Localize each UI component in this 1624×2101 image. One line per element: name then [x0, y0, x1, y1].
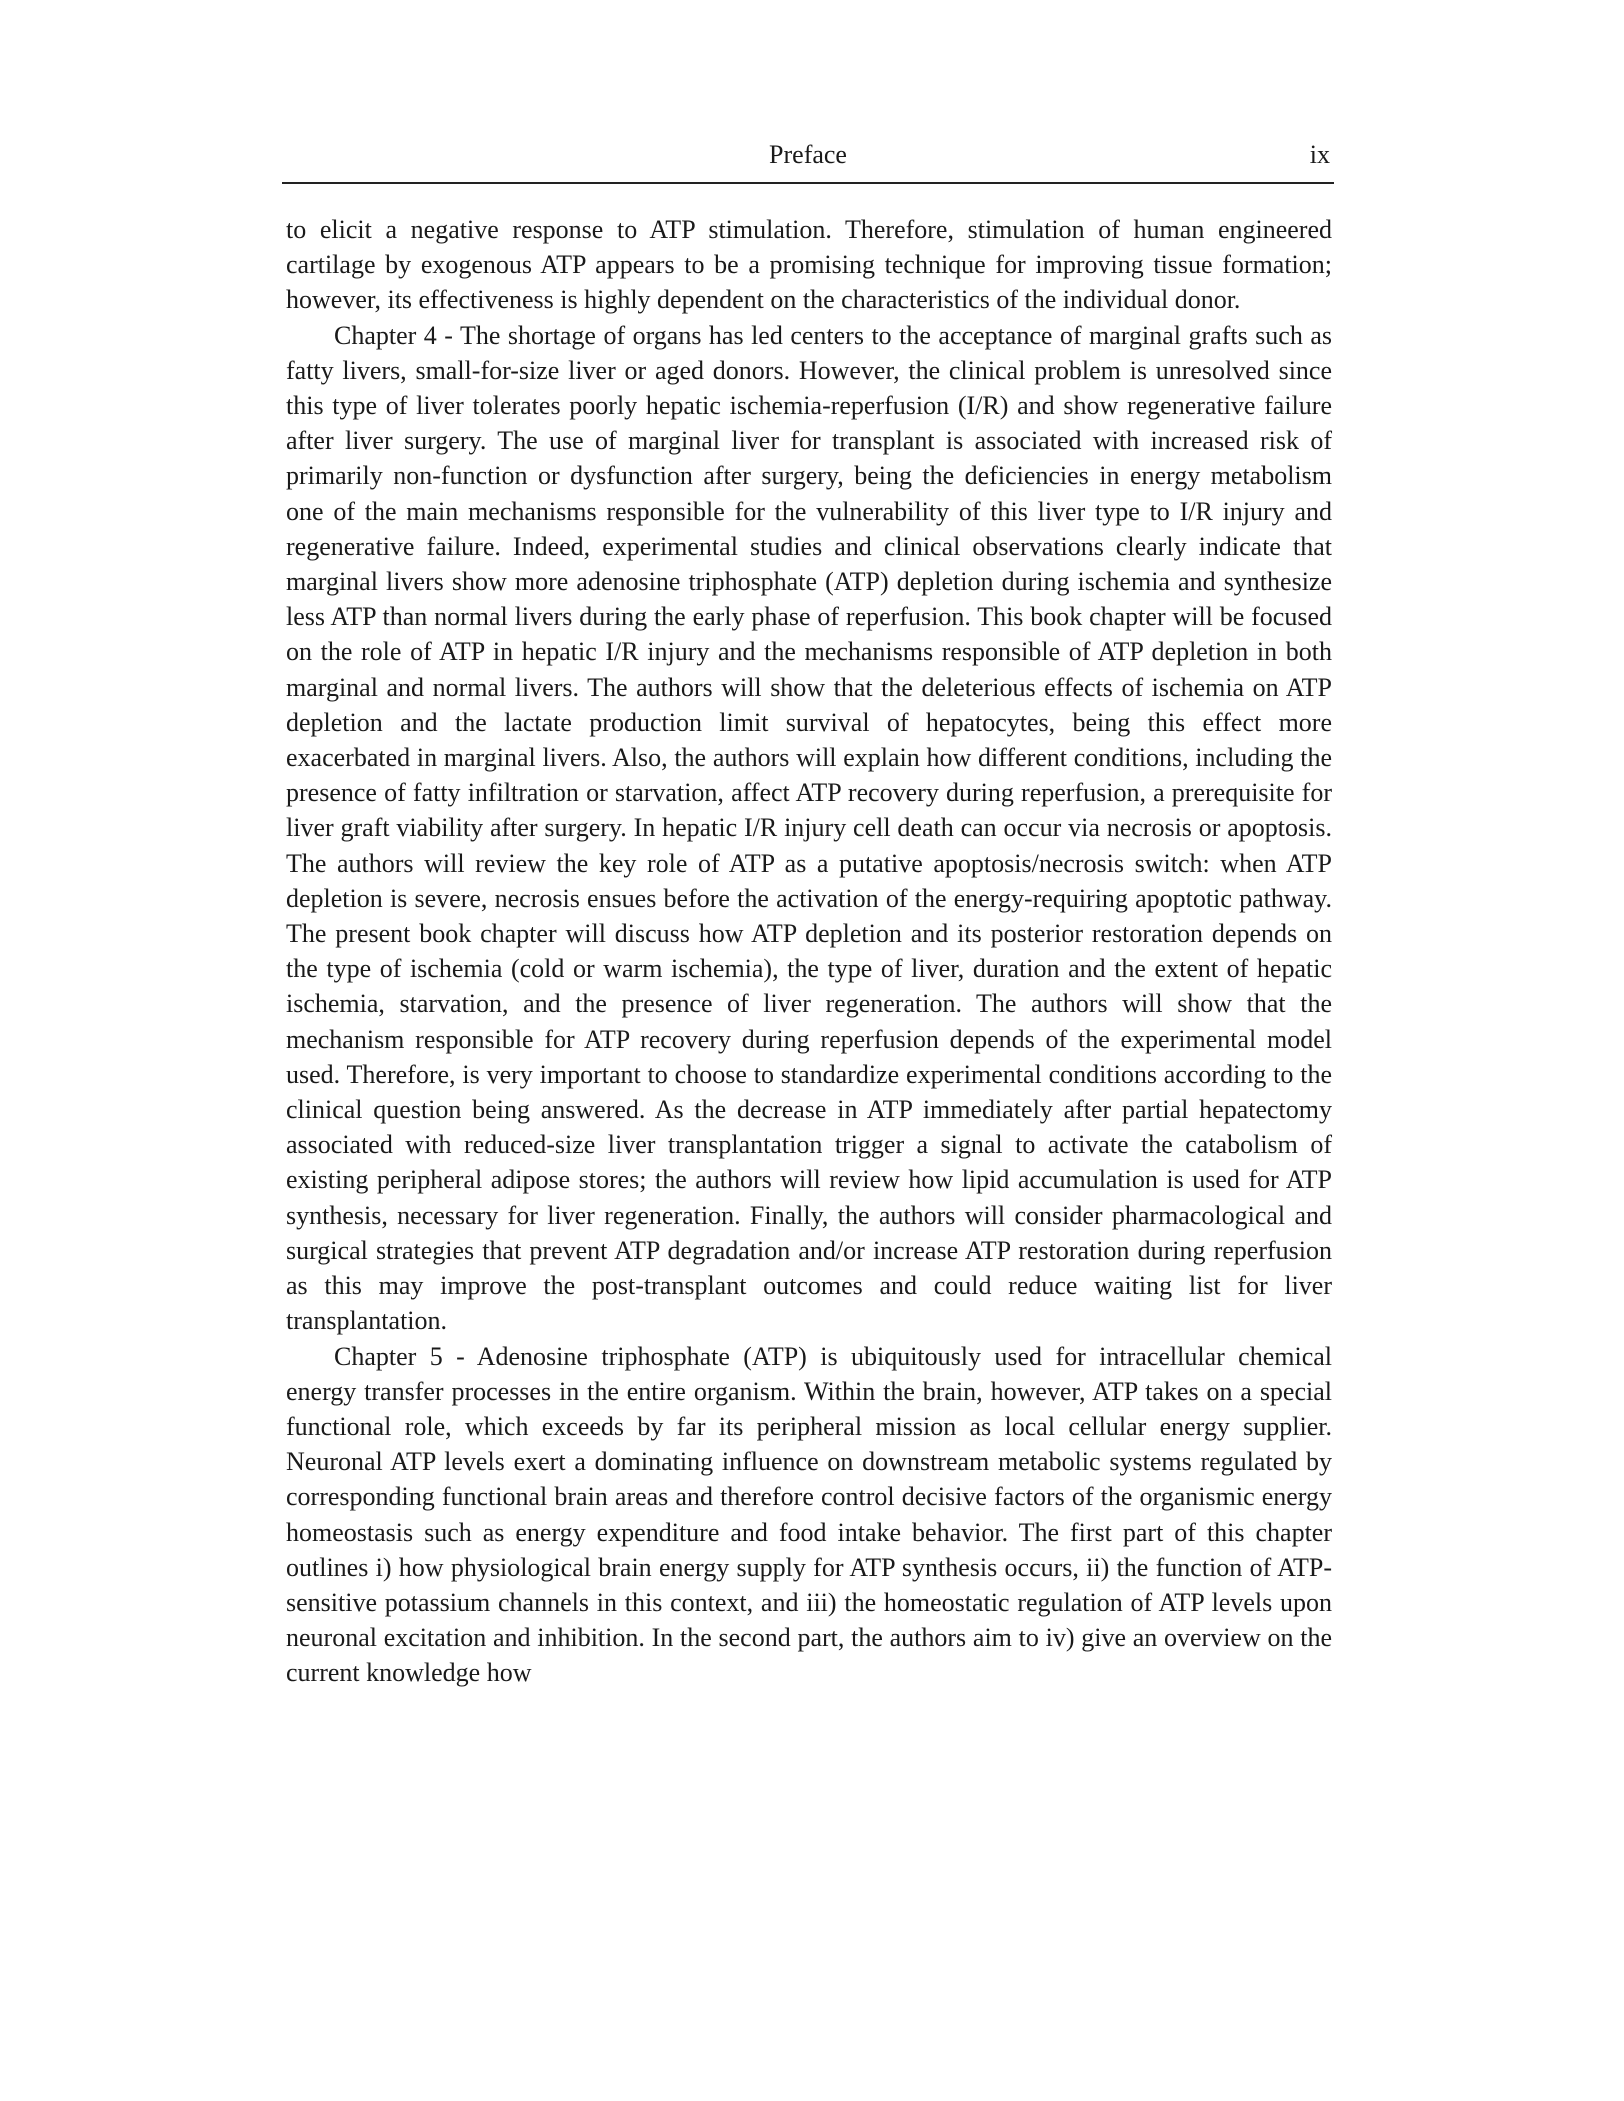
running-header-title: Preface — [769, 140, 847, 169]
paragraph-chapter-4: Chapter 4 - The shortage of organs has led centers to the acceptance of marginal grafts such as fatty livers, small-for-size liver or aged donors. However, the clinical problem is unresolved since this type of liver tolerates poorly hepatic ischemia-reperfusion (I/R) and show regenerative failure after liver surgery. The use of marginal liver for transplant is associated with increased risk of primarily non-function or dysfunction after surgery, being the deficiencies in energy metabolism one of the main mechanisms responsible for the vulnerability of this liver type to I/R injury and regenerative failure. Indeed, experimental studies and clinical observations clearly indicate that marginal livers show more adenosine triphosphate (ATP) depletion during ischemia and synthesize less ATP than normal livers during the early phase of reperfusion. This book chapter will be focused on the role of ATP in hepatic I/R injury and the mechanisms responsible of ATP depletion in both marginal and normal livers. The authors will show that the deleterious effects of ischemia on ATP depletion and the lactate production limit survival of hepatocytes, being this effect more exacerbated in marginal livers. Also, the authors will explain how different conditions, including the presence of fatty infiltration or starvation, affect ATP recovery during reperfusion, a prerequisite for liver graft viability after surgery. In hepatic I/R injury cell death can occur via necrosis or apoptosis. The authors will review the key role of ATP as a putative apoptosis/necrosis switch: when ATP depletion is severe, necrosis ensues before the activation of the energy-requiring apoptotic pathway. The present book chapter will discuss how ATP depletion and its posterior restoration depends on the type of ischemia (cold or warm ischemia), the type of liver, duration and the extent of hepatic ischemia, starvation, and the presence of liver regeneration. The authors will show that the mechanism responsible for ATP recovery during reperfusion depends of the experimental model used. Therefore, is very important to choose to standardize experimental conditions according to the clinical question being answered. As the decrease in ATP immediately after partial hepatectomy associated with reduced-size liver transplantation trigger a signal to activate the catabolism of existing peripheral adipose stores; the authors will review how lipid accumulation is used for ATP synthesis, necessary for liver regeneration. Finally, the authors will consider pharmacological and surgical strategies that prevent ATP degradation and/or increase ATP restoration during reperfusion as this may improve the post-transplant outcomes and could reduce waiting list for liver transplantation. — [286, 320, 1332, 1336]
body-text — [286, 212, 1332, 1691]
paragraph-continuation: to elicit a negative response to ATP stimulation. Therefore, stimulation of human engineered cartilage by exogenous ATP appears to be a promising technique for improving tissue formation; however, its effectiveness is highly dependent on the characteristics of the individual donor. — [286, 215, 1332, 315]
page-header — [282, 136, 1334, 184]
page-number: ix — [1309, 140, 1330, 169]
paragraph-chapter-5: Chapter 5 - Adenosine triphosphate (ATP) is ubiquitously used for intracellular chemical energy transfer processes in the entire organism. Within the brain, however, ATP takes on a special functional role, which exceeds by far its peripheral mission as local cellular energy supplier. Neuronal ATP levels exert a dominating influence on downstream metabolic systems regulated by corresponding functional brain areas and therefore control decisive factors of the organismic energy homeostasis such as energy expenditure and food intake behavior. The first part of this chapter outlines i) how physiological brain energy supply for ATP synthesis occurs, ii) the function of ATP-sensitive potassium channels in this context, and iii) the homeostatic regulation of ATP levels upon neuronal excitation and inhibition. In the second part, the authors aim to iv) give an overview on the current knowledge how — [286, 1341, 1332, 1688]
